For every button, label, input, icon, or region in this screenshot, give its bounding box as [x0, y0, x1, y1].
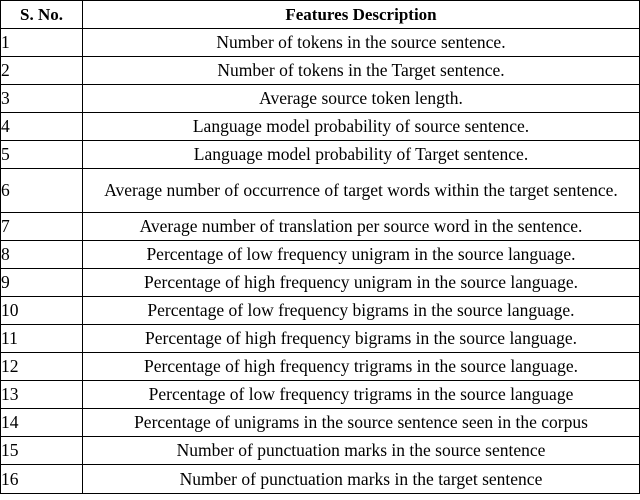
table-row [1, 169, 640, 213]
row-description: Percentage of unigrams in the source sentence seen in the corpus [83, 409, 640, 437]
row-description: Percentage of high frequency bigrams in the source language. [83, 325, 640, 353]
table-row [1, 381, 640, 409]
row-number: 10 [1, 297, 83, 325]
row-number: 4 [1, 113, 83, 141]
row-number: 6 [1, 169, 83, 213]
row-number: 5 [1, 141, 83, 169]
row-number: 11 [1, 325, 83, 353]
row-description: Average source token length. [83, 85, 640, 113]
row-description: Percentage of low frequency unigram in the source language. [83, 241, 640, 269]
table-row [1, 29, 640, 57]
table-row [1, 437, 640, 465]
row-number: 12 [1, 353, 83, 381]
row-number: 3 [1, 85, 83, 113]
table-row [1, 85, 640, 113]
row-description: Number of punctuation marks in the target sentence [83, 465, 640, 494]
row-description: Language model probability of Target sentence. [83, 141, 640, 169]
header-sno: S. No. [1, 1, 83, 29]
row-number: 9 [1, 269, 83, 297]
row-number: 13 [1, 381, 83, 409]
header-description: Features Description [83, 1, 640, 29]
table-row [1, 325, 640, 353]
row-description: Percentage of high frequency trigrams in the source language. [83, 353, 640, 381]
table-row [1, 57, 640, 85]
table-row [1, 353, 640, 381]
row-description: Number of tokens in the Target sentence. [83, 57, 640, 85]
row-description: Number of tokens in the source sentence. [83, 29, 640, 57]
row-number: 8 [1, 241, 83, 269]
row-description: Average number of translation per source word in the sentence. [83, 213, 640, 241]
table-row [1, 241, 640, 269]
table-row [1, 141, 640, 169]
row-description: Language model probability of source sentence. [83, 113, 640, 141]
row-description: Percentage of low frequency trigrams in the source language [83, 381, 640, 409]
row-number: 2 [1, 57, 83, 85]
table-row [1, 113, 640, 141]
table-row [1, 297, 640, 325]
row-number: 1 [1, 29, 83, 57]
row-description: Number of punctuation marks in the source sentence [83, 437, 640, 465]
table-row [1, 409, 640, 437]
row-description: Percentage of low frequency bigrams in the source language. [83, 297, 640, 325]
row-number: 15 [1, 437, 83, 465]
table-row [1, 213, 640, 241]
row-description: Percentage of high frequency unigram in the source language. [83, 269, 640, 297]
row-number: 16 [1, 465, 83, 494]
row-number: 14 [1, 409, 83, 437]
table-row [1, 269, 640, 297]
table-row [1, 465, 640, 494]
row-description: Average number of occurrence of target words within the target sentence. [83, 169, 640, 213]
row-number: 7 [1, 213, 83, 241]
header-row [1, 1, 640, 29]
